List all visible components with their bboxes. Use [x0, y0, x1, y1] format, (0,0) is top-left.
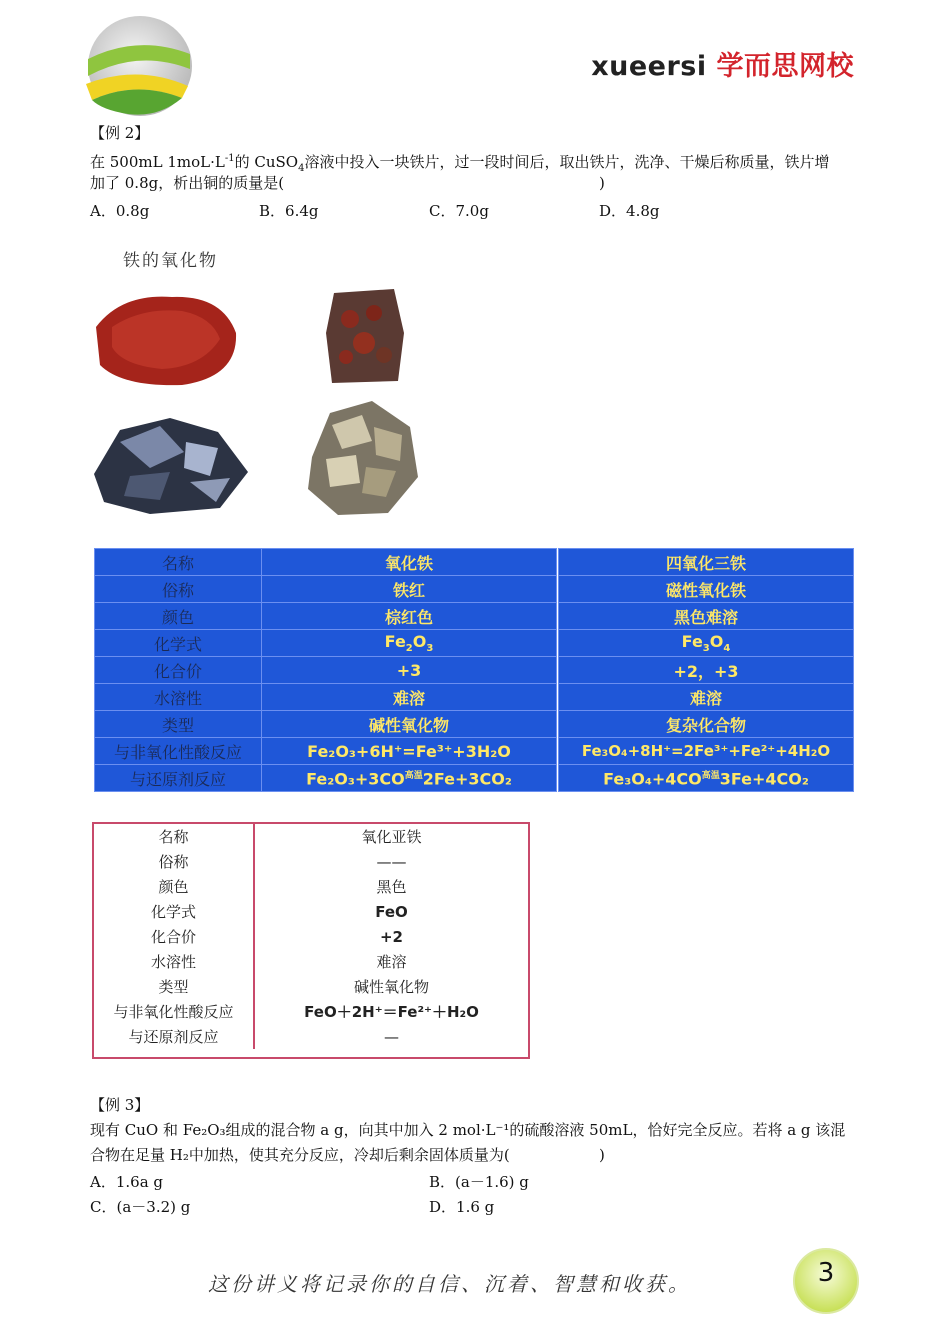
footer-slogan: 这份讲义将记录你的自信、沉着、智慧和收获。 [208, 1272, 691, 1296]
table-row [94, 974, 528, 999]
hematite-photo [324, 283, 406, 387]
table-row [95, 549, 557, 576]
feo-acid-reaction: FeO＋2H⁺＝Fe²⁺＋H₂O [304, 1003, 479, 1021]
feo-label-color: 颜色 [94, 874, 254, 899]
table-row [94, 849, 528, 874]
table-row [95, 765, 557, 792]
example2-option-b: B．6.4g [259, 202, 319, 220]
fe2o3-type: 碱性氧化物 [262, 711, 557, 738]
label-formula: 化学式 [95, 630, 262, 657]
feo-color: 黑色 [376, 878, 407, 896]
table-row [94, 999, 528, 1024]
example3-option-b: B．(a－1.6) g [429, 1173, 529, 1191]
page-number: 3 [817, 1258, 835, 1288]
table-row [94, 924, 528, 949]
fe3o4-acid-reaction: Fe₃O₄+8H⁺=2Fe³⁺+Fe²⁺+4H₂O [559, 738, 854, 765]
label-reduction: 与还原剂反应 [95, 765, 262, 792]
example3-option-d: D．1.6 g [429, 1198, 495, 1216]
table-row [559, 603, 854, 630]
fe2o3-acid-reaction: Fe₂O₃+6H⁺=Fe³⁺+3H₂O [262, 738, 557, 765]
example2-option-c: C．7.0g [429, 202, 489, 220]
feo-name: 氧化亚铁 [361, 828, 422, 846]
fe2o3-color: 棕红色 [262, 603, 557, 630]
example3-question-line1: 现有 CuO 和 Fe₂O₃组成的混合物 a g，向其中加入 2 mol·L⁻¹的硫酸溶液 50mL，恰好完全反应。若将 a g 该混 [90, 1121, 846, 1139]
example2-bracket-close: ) [599, 174, 605, 192]
example3-option-c: C．(a－3.2) g [90, 1198, 191, 1216]
table-row [559, 711, 854, 738]
table-row [95, 576, 557, 603]
feo-label-reduction: 与还原剂反应 [94, 1024, 254, 1049]
fe3o4-color: 黑色难溶 [559, 603, 854, 630]
feo-label-formula: 化学式 [94, 899, 254, 924]
feo-label-acid: 与非氧化性酸反应 [94, 999, 254, 1024]
fe3o4-name: 四氧化三铁 [559, 549, 854, 576]
table-row [559, 657, 854, 684]
feo-type: 碱性氧化物 [353, 978, 429, 996]
fe3o4-table [558, 548, 854, 792]
table-row [95, 603, 557, 630]
table-row [95, 684, 557, 711]
table-row [94, 874, 528, 899]
table-row [95, 738, 557, 765]
table-row [95, 657, 557, 684]
brand-latin: xueersi [591, 51, 707, 82]
fe3o4-valence: +2，+3 [559, 657, 854, 684]
fe2o3-solubility: 难溶 [262, 684, 557, 711]
feo-reduction: — [384, 1027, 399, 1046]
label-acid-reaction: 与非氧化性酸反应 [95, 738, 262, 765]
fe3o4-formula: $Fe_3O_4$ [559, 630, 854, 657]
example2-title: 【例 2】 [90, 124, 150, 142]
feo-label-common: 俗称 [94, 849, 254, 874]
pyrite-photo [302, 397, 422, 519]
fe3o4-common: 磁性氧化铁 [559, 576, 854, 603]
example2-question: 在 500mL $1moL\cdot L^{-1}$的 CuSO$_4$溶液中投入一块铁片，过一段时间后，取出铁片，洗净、干燥后称质量，铁片增 [90, 153, 830, 174]
fe3o4-reduction: $Fe_3O_4+4CO^{高温}3Fe+4CO_2$ [559, 765, 854, 792]
label-valence: 化合价 [95, 657, 262, 684]
feo-label-solubility: 水溶性 [94, 949, 254, 974]
fe2o3-formula: $Fe_2O_3$ [262, 630, 557, 657]
feo-label-type: 类型 [94, 974, 254, 999]
example3-question-line2: 合物在足量 H₂中加热，使其充分反应，冷却后剩余固体质量为( [90, 1146, 510, 1164]
table-row [559, 549, 854, 576]
brand-cn: 学而思网校 [716, 51, 854, 82]
fe2o3-common: 铁红 [262, 576, 557, 603]
table-row [94, 1024, 528, 1049]
table-row [94, 899, 528, 924]
feo-table [92, 822, 530, 1059]
label-common: 俗称 [95, 576, 262, 603]
table-row [559, 630, 854, 657]
example3-bracket-close: ) [599, 1146, 605, 1164]
label-name: 名称 [95, 549, 262, 576]
fe3o4-solubility: 难溶 [559, 684, 854, 711]
table-row [559, 765, 854, 792]
example3-option-a: A．1.6a g [90, 1173, 164, 1191]
feo-solubility: 难溶 [376, 953, 407, 971]
example2-question-line2: 加了 0.8g，析出铜的质量是( [90, 174, 285, 192]
table-row [95, 711, 557, 738]
table-row [95, 630, 557, 657]
feo-label-valence: 化合价 [94, 924, 254, 949]
example2-option-a: A．0.8g [90, 202, 150, 220]
magnetite-photo [90, 412, 252, 520]
table-row [559, 684, 854, 711]
feo-label-name: 名称 [94, 824, 254, 849]
feo-common: —— [376, 852, 407, 871]
fe2o3-reduction: $Fe_2O_3+3CO^{高温}2Fe+3CO_2$ [262, 765, 557, 792]
fe2o3-table [94, 548, 557, 792]
feo-valence: +2 [379, 927, 403, 946]
logo-globe-icon [78, 14, 196, 119]
fe2o3-valence: +3 [262, 657, 557, 684]
label-solubility: 水溶性 [95, 684, 262, 711]
label-color: 颜色 [95, 603, 262, 630]
table-row [559, 738, 854, 765]
feo-formula: FeO [375, 902, 408, 921]
oxides-section-title: 铁的氧化物 [123, 251, 218, 271]
brand-logo [591, 44, 854, 83]
table-row [559, 576, 854, 603]
example3-title: 【例 3】 [90, 1096, 150, 1114]
fe3o4-type: 复杂化合物 [559, 711, 854, 738]
fe2o3-name: 氧化铁 [262, 549, 557, 576]
table-row [94, 824, 528, 849]
label-type: 类型 [95, 711, 262, 738]
table-row [94, 949, 528, 974]
feo-table-grid [94, 824, 528, 1049]
example2-option-d: D．4.8g [599, 202, 660, 220]
red-powder-photo [92, 287, 240, 389]
